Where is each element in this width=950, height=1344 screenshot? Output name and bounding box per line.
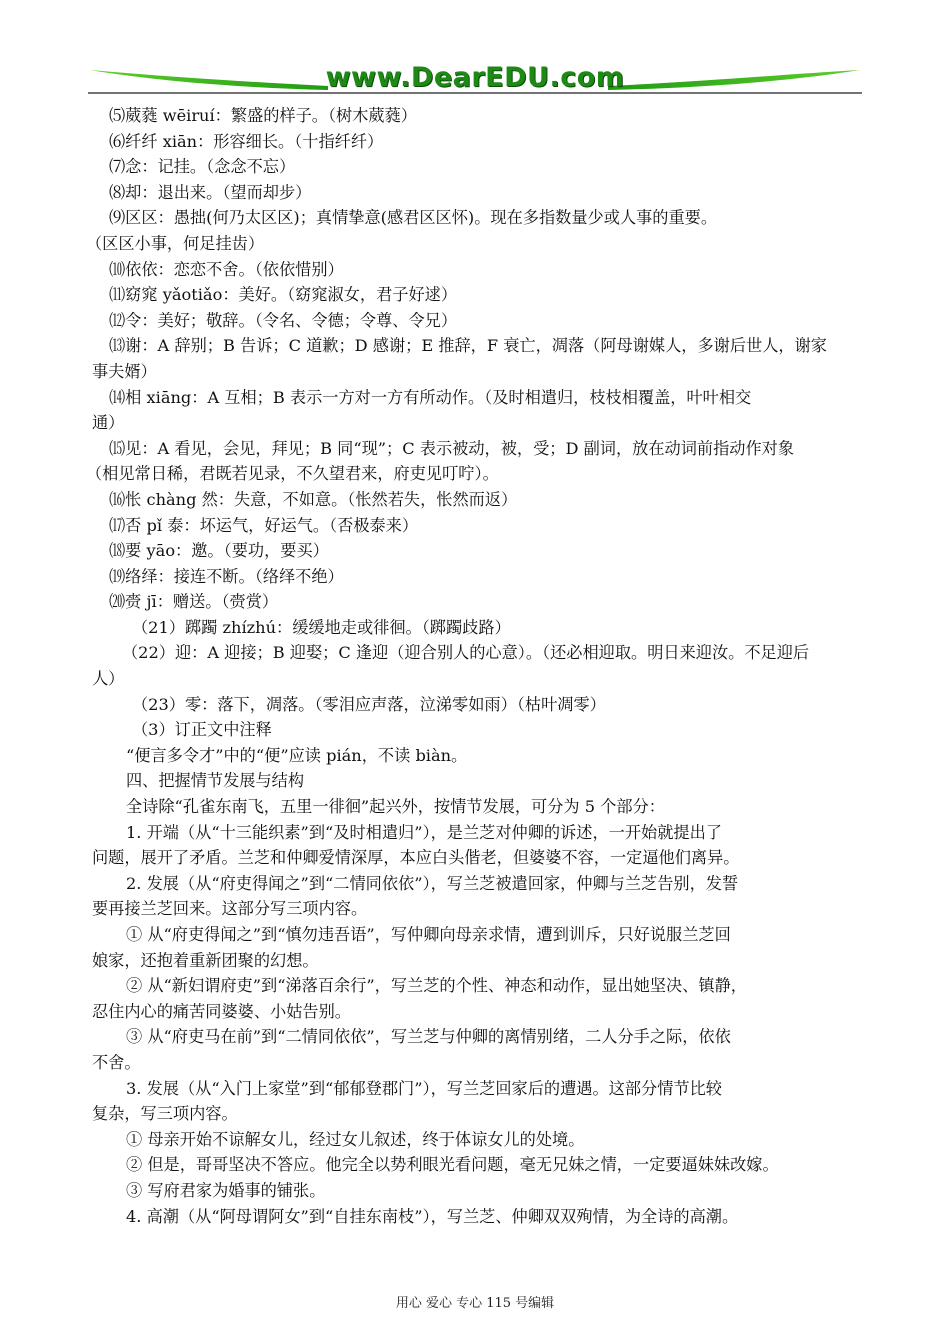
text-line: 通） bbox=[92, 413, 125, 433]
text-line: ① 从“府吏得闻之”到“慎勿违吾语”，写仲卿向母亲求情，遭到训斥，只好说服兰芝回 bbox=[126, 925, 731, 944]
text-line: ⒄否 pǐ 泰：坏运气，好运气。（否极泰来） bbox=[109, 515, 419, 535]
text-line: ⑿令：美好；敬辞。（令名、令德；令尊、令兄） bbox=[109, 310, 458, 330]
text-line: 忍住内心的痛苦同婆婆、小姑告别。 bbox=[92, 1001, 351, 1021]
text-line: 3. 发展（从“入门上家堂”到“郁郁登郡门”），写兰芝回家后的遭遇。这部分情节比较 bbox=[126, 1078, 722, 1098]
text-line: 1. 开端（从“十三能织素”到“及时相遣归”），是兰芝对仲卿的诉述，一开始就提出了 bbox=[126, 822, 722, 842]
text-line: （区区小事，何足挂齿） bbox=[86, 233, 265, 253]
text-line: 2. 发展（从“府吏得闻之”到“二情同依依”），写兰芝被遣回家，仲卿与兰芝告别，发誓 bbox=[126, 873, 739, 893]
site-title: www.DearEDU.com bbox=[325, 62, 625, 93]
text-line: 要再接兰芝回来。这部分写三项内容。 bbox=[92, 899, 368, 919]
text-line: 复杂，写三项内容。 bbox=[92, 1104, 238, 1124]
text-line: ③ 写府君家为婚事的铺张。 bbox=[126, 1180, 326, 1200]
text-line: ① 母亲开始不谅解女儿，经过女儿叙述，终于体谅女儿的处境。 bbox=[126, 1129, 585, 1149]
text-line: 全诗除“孔雀东南飞，五里一徘徊”起兴外，按情节发展，可分为 5 个部分： bbox=[126, 797, 665, 817]
text-line: （3）订正文中注释 bbox=[132, 720, 272, 740]
text-line: （22）迎：A 迎接；B 迎娶；C 逢迎（迎合别人的心意）。（还必相迎取。明日来迎汝。不足迎后 bbox=[122, 643, 810, 663]
text-line: ② 从“新妇谓府吏”到“涕落百余行”，写兰芝的个性、神态和动作，显出她坚决、镇静， bbox=[126, 976, 747, 996]
text-line: “便言多令才”中的“便”应读 pián，不读 biàn。 bbox=[126, 745, 468, 765]
text-line: ⑽依依：恋恋不舍。（依依惜别） bbox=[109, 259, 344, 279]
text-line: （21）踯躅 zhízhú：缓缓地走或徘徊。（踯躅歧路） bbox=[132, 617, 511, 637]
text-line: ⑹纤纤 xiān：形容细长。（十指纤纤） bbox=[109, 131, 384, 151]
text-line: ⒇赍 jī：赠送。（赍赏） bbox=[109, 592, 279, 612]
text-line: ⒃怅 chàng 然：失意，不如意。（怅然若失，怅然而返） bbox=[109, 489, 518, 509]
section-heading: 四、把握情节发展与结构 bbox=[126, 771, 305, 791]
text-line: 人） bbox=[92, 669, 125, 689]
text-line: ⑾窈窕 yǎotiǎo：美好。（窈窕淑女，君子好逑） bbox=[109, 285, 458, 305]
text-line: ⑻却：退出来。（望而却步） bbox=[109, 182, 312, 202]
text-line: ⑺念：记挂。（念念不忘） bbox=[109, 157, 296, 177]
page-footer: 用心 爱心 专心 115 号编辑 bbox=[395, 1296, 555, 1311]
text-line: （相见常日稀，君既若见录，不久望君来，府吏见叮咛）。 bbox=[86, 464, 499, 484]
text-line: ⒁相 xiāng：A 互相；B 表示一方对一方有所动作。（及时相遣归，枝枝相覆盖，叶叶相交 bbox=[109, 387, 752, 407]
text-line: ⑼区区：愚拙(何乃太区区)；真情挚意(感君区区怀)。现在多指数量少或人事的重要。 bbox=[109, 208, 718, 228]
text-line: 问题，展开了矛盾。兰芝和仲卿爱情深厚，本应白头偕老，但婆婆不容，一定逼他们离异。 bbox=[92, 848, 740, 868]
text-line: 事夫婿） bbox=[92, 361, 157, 381]
text-line: ② 但是，哥哥坚决不答应。他完全以势利眼光看问题，毫无兄妹之情，一定要逼妹妹改嫁。 bbox=[126, 1155, 779, 1175]
text-line: 娘家，还抱着重新团聚的幻想。 bbox=[92, 950, 319, 970]
text-line: ⒀谢：A 辞别；B 告诉；C 道歉；D 感谢；E 推辞，F 衰亡，凋落（阿母谢媒人，多谢后世人，谢家 bbox=[109, 336, 827, 356]
page-header bbox=[88, 60, 862, 96]
text-line: （23）零：落下，凋落。（零泪应声落，泣涕零如雨）（枯叶凋零） bbox=[132, 694, 606, 714]
text-line: ⒂见：A 看见，会见，拜见；B 同“现”；C 表示被动，被，受；D 副词，放在动词前指动作对象 bbox=[109, 438, 795, 458]
text-line: 不舍。 bbox=[92, 1052, 141, 1072]
document-body bbox=[86, 103, 860, 1229]
text-line: ⒅要 yāo：邀。（要功，要买） bbox=[109, 541, 329, 561]
text-line: ⑸葳蕤 wēiruí：繁盛的样子。（树木葳蕤） bbox=[109, 106, 417, 125]
text-line: ⒆络绎：接连不断。（络绎不绝） bbox=[109, 566, 344, 586]
text-line: ③ 从“府吏马在前”到“二情同依依”，写兰芝与仲卿的离情别绪，二人分手之际，依依 bbox=[126, 1027, 731, 1047]
text-line: 4. 高潮（从“阿母谓阿女”到“自挂东南枝”），写兰芝、仲卿双双殉情，为全诗的高潮。 bbox=[126, 1206, 739, 1226]
